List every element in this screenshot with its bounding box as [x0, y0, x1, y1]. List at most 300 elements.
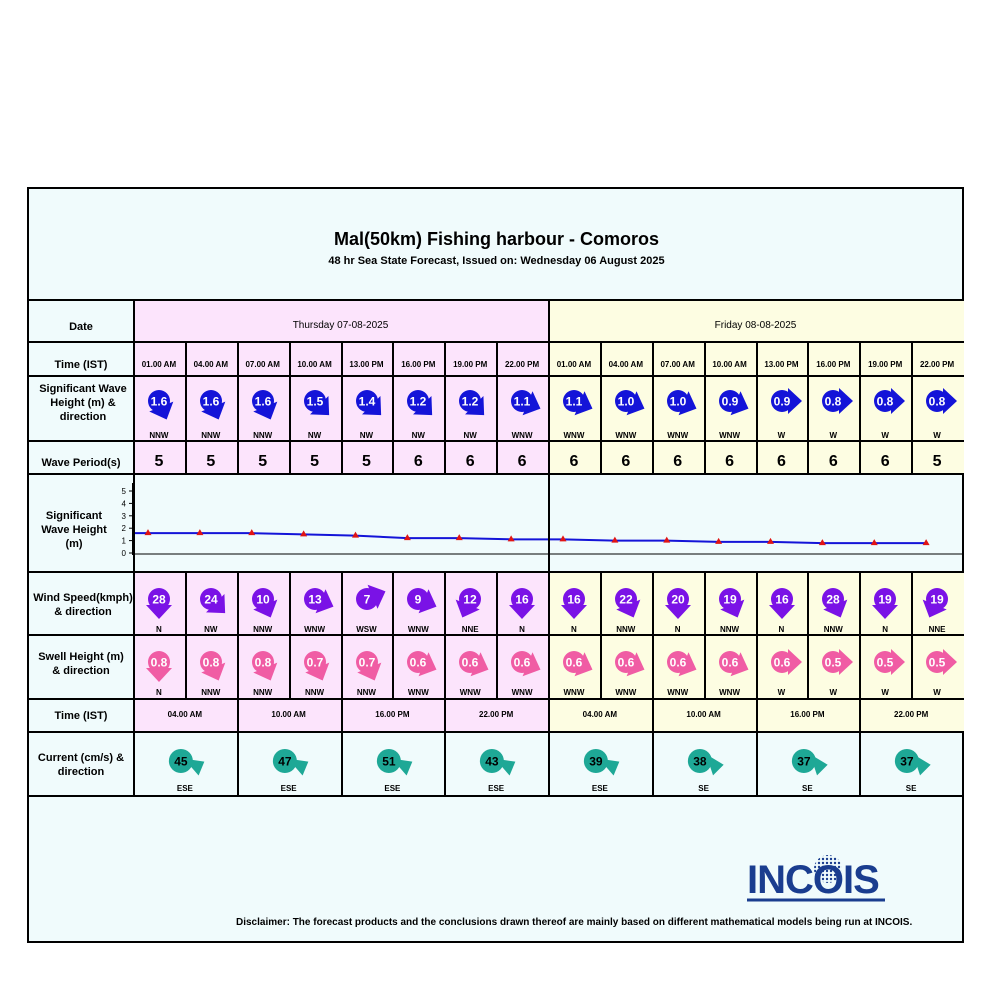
page-subtitle: 48 hr Sea State Forecast, Issued on: Wednesday 06 August 2025 [328, 255, 665, 267]
wave-badge [600, 377, 652, 421]
time-cell: 04.00 AM [608, 360, 643, 369]
col-divider-time-6 [444, 341, 446, 375]
current-value: 37 [796, 754, 811, 769]
wave-direction: NW [463, 431, 477, 440]
label-date: Date [69, 321, 93, 333]
swell-badge-value: 0.6 [773, 655, 790, 670]
col-divider-wind-15 [911, 571, 913, 634]
col-divider-swell-7 [496, 634, 498, 698]
label-period: Wave Period(s) [41, 457, 121, 469]
current-value: 39 [589, 754, 603, 769]
col-divider-wind-3 [289, 571, 291, 634]
wave-badge-value: 1.2 [410, 394, 427, 409]
col-divider-wind-13 [807, 571, 809, 634]
current-badge [756, 742, 860, 782]
wave-direction: WNW [615, 431, 637, 440]
time-cell: 22.00 PM [504, 360, 540, 369]
wave-period: 5 [310, 453, 320, 470]
wave-badge [807, 377, 859, 421]
wave-direction: NW [359, 431, 374, 440]
col-divider-period-10 [652, 440, 654, 473]
col-divider-time-9 [600, 341, 602, 375]
swell-direction: NNW [305, 688, 325, 697]
current-value: 38 [692, 754, 707, 769]
wave-badge-value: 1.1 [513, 394, 531, 409]
wave-badge [341, 377, 393, 421]
col-divider-wave-12 [756, 375, 758, 440]
wind-badge-value: 20 [671, 592, 685, 607]
current-badge [548, 742, 652, 782]
col-divider-time2-5 [652, 698, 654, 731]
col-divider-time-14 [859, 341, 861, 375]
wind-badge [807, 575, 859, 619]
wave-direction: W [933, 431, 941, 440]
col-divider-time-4 [341, 341, 343, 375]
col-divider-wind-7 [496, 571, 498, 634]
swell-badge [496, 638, 548, 682]
data-point-8 [560, 535, 567, 541]
y-tick-label: 5 [121, 487, 126, 496]
data-point-10 [663, 537, 670, 543]
col-divider-wave-11 [704, 375, 706, 440]
wave-badge-value: 0.8 [825, 394, 842, 409]
swell-badge-value: 0.5 [876, 655, 894, 670]
col-divider-wave-6 [444, 375, 446, 440]
wind-direction: NNW [720, 625, 740, 634]
col-divider-period-14 [859, 440, 861, 473]
current-time-cell: 04.00 AM [582, 710, 618, 719]
col-divider-wave-13 [807, 375, 809, 440]
col-divider-wave-1 [185, 375, 187, 440]
wave-badge [185, 377, 237, 421]
swell-direction: W [829, 688, 838, 697]
time-cell: 16.00 PM [401, 360, 436, 369]
current-badge [652, 742, 756, 782]
time-cell: 19.00 PM [868, 360, 903, 369]
label-swell: Swell Height (m) & direction [38, 651, 124, 677]
row-divider-8 [29, 731, 964, 733]
wind-badge-value: 13 [307, 592, 322, 607]
wind-badge-value: 12 [463, 592, 477, 607]
col-divider-swell-6 [444, 634, 446, 698]
swell-badge [756, 638, 808, 682]
wind-direction: N [571, 625, 577, 634]
col-divider-time2-6 [756, 698, 758, 731]
wind-direction: NNW [616, 625, 636, 634]
col-divider-wave-7 [496, 375, 498, 440]
y-tick-label: 3 [121, 511, 126, 521]
swell-badge [704, 638, 756, 682]
swell-badge [548, 638, 600, 682]
col-divider-time-11 [704, 341, 706, 375]
current-badge [341, 742, 445, 782]
col-divider-wind-5 [392, 571, 394, 634]
wave-badge [859, 377, 911, 421]
wind-badge [444, 575, 496, 619]
time-cell: 04.00 AM [193, 360, 228, 369]
wave-badge [496, 377, 548, 421]
col-divider-wave-5 [392, 375, 394, 440]
wave-period: 6 [880, 453, 890, 470]
col-divider-period-13 [807, 440, 809, 473]
col-divider-swell-9 [600, 634, 602, 698]
wind-direction: NNE [928, 625, 946, 634]
wave-badge-value: 1.5 [306, 394, 323, 409]
swell-badge-value: 0.8 [254, 655, 272, 670]
swell-badge [859, 638, 911, 682]
current-time-cell: 10.00 AM [271, 710, 306, 719]
current-direction: ESE [280, 784, 297, 793]
wave-period: 6 [569, 453, 579, 470]
col-divider-wind-10 [652, 571, 654, 634]
col-divider-time-15 [911, 341, 913, 375]
data-point-0 [145, 529, 152, 535]
time-cell: 13.00 PM [764, 360, 799, 369]
col-divider-swell-1 [185, 634, 187, 698]
wind-direction: NNW [253, 625, 273, 634]
current-time-cell: 22.00 PM [894, 710, 929, 719]
wind-badge-value: 19 [878, 592, 892, 607]
col-divider-wind-14 [859, 571, 861, 634]
label-chart: Significant Wave Height (m) [41, 510, 107, 550]
wave-period: 6 [413, 453, 423, 470]
wave-direction: NNW [149, 431, 169, 440]
wave-badge-value: 1.4 [358, 394, 375, 409]
col-divider-wave-14 [859, 375, 861, 440]
wind-direction: N [882, 625, 889, 634]
wave-direction: W [777, 431, 786, 440]
swell-badge-value: 0.6 [565, 655, 583, 670]
wave-direction: W [881, 431, 889, 440]
wave-badge-value: 1.1 [565, 394, 583, 409]
y-tick-label: 4 [121, 499, 126, 509]
day-header-1: Thursday 07-08-2025 [292, 320, 389, 331]
time-cell: 16.00 PM [816, 360, 851, 369]
col-divider-time2-3 [444, 698, 446, 731]
col-divider-period-1 [185, 440, 187, 473]
swell-badge [911, 638, 963, 682]
swell-badge-value: 0.6 [669, 655, 687, 670]
wave-badge-value: 0.8 [928, 394, 946, 409]
col-divider-wave-15 [911, 375, 913, 440]
col-divider-swell-10 [652, 634, 654, 698]
swell-badge [807, 638, 859, 682]
wind-badge [237, 575, 289, 619]
swell-direction: W [933, 688, 941, 697]
time-cell: 19.00 PM [453, 360, 488, 369]
current-direction: ESE [176, 784, 193, 793]
time-cell: 13.00 PM [349, 360, 384, 369]
col-divider-swell-11 [704, 634, 706, 698]
wave-period: 5 [361, 453, 371, 470]
col-divider-period-2 [237, 440, 239, 473]
wave-period: 5 [932, 453, 942, 470]
col-divider-wave-3 [289, 375, 291, 440]
wind-badge-value: 22 [619, 592, 633, 607]
col-divider-wave-9 [600, 375, 602, 440]
wave-period: 5 [258, 453, 268, 470]
col-divider-time2-7 [859, 698, 861, 731]
wave-height-chart [29, 473, 964, 571]
time-cell: 01.00 AM [556, 360, 592, 369]
wave-badge-value: 1.6 [254, 394, 272, 409]
col-divider-period-9 [600, 440, 602, 473]
swell-direction: NNW [356, 688, 376, 697]
col-divider-time2-2 [341, 698, 343, 731]
col-divider-wind-9 [600, 571, 602, 634]
current-time-cell: 22.00 PM [479, 710, 514, 719]
wave-period: 6 [725, 453, 735, 470]
swell-direction: WNW [563, 688, 585, 697]
col-divider-period-5 [392, 440, 394, 473]
col-divider-period-6 [444, 440, 446, 473]
wave-direction: WNW [719, 431, 740, 440]
row-divider-7 [29, 698, 964, 700]
wave-direction: WNW [563, 431, 585, 440]
wave-badge [756, 377, 808, 421]
wind-badge-value: 28 [826, 592, 841, 607]
col-divider-period-3 [289, 440, 291, 473]
col-divider-time-1 [185, 341, 187, 375]
current-time-cell: 10.00 AM [686, 710, 721, 719]
current-direction: ESE [488, 784, 505, 793]
swell-direction: WNW [615, 688, 637, 697]
label-time: Time (IST) [54, 359, 108, 371]
wind-badge-value: 16 [515, 592, 529, 607]
col-divider-time-13 [807, 341, 809, 375]
wave-period: 5 [206, 453, 216, 470]
time-cell: 10.00 AM [297, 360, 332, 369]
wave-badge [289, 377, 341, 421]
wind-badge-value: 28 [152, 592, 166, 607]
data-point-12 [767, 538, 774, 544]
wind-badge [133, 575, 185, 619]
label-wave: Significant Wave Height (m) & direction [39, 383, 127, 423]
col-divider-wave-10 [652, 375, 654, 440]
wave-badge [133, 377, 185, 421]
current-time-cell: 16.00 PM [790, 710, 825, 719]
current-direction: SE [698, 784, 709, 793]
wind-badge [185, 575, 237, 619]
wave-direction: W [829, 431, 838, 440]
swell-badge-value: 0.6 [617, 655, 635, 670]
current-value: 51 [381, 754, 396, 769]
swell-badge [600, 638, 652, 682]
col-divider-current-1 [237, 731, 239, 795]
col-divider-wind-1 [185, 571, 187, 634]
swell-badge [392, 638, 444, 682]
col-divider-swell-15 [911, 634, 913, 698]
col-divider-time-2 [237, 341, 239, 375]
wind-direction: NW [204, 625, 218, 634]
page-title: Mal(50km) Fishing harbour - Comoros [333, 229, 660, 249]
col-divider-current-6 [756, 731, 758, 795]
forecast-panel [27, 187, 964, 943]
wave-badge-value: 1.0 [669, 394, 687, 409]
current-time-cell: 16.00 PM [375, 710, 410, 719]
swell-badge [652, 638, 704, 682]
col-divider-time-5 [392, 341, 394, 375]
current-direction: ESE [591, 784, 608, 793]
wave-direction: NW [307, 431, 322, 440]
logo-text: INCOIS [747, 858, 879, 902]
col-divider-wave-4 [341, 375, 343, 440]
label-wind: Wind Speed(kmph) & direction [33, 592, 133, 618]
swell-badge-value: 0.6 [721, 655, 738, 670]
swell-direction: NNW [201, 688, 221, 697]
disclaimer: Disclaimer: The forecast products and the conclusions drawn thereof are mainly based on different mathematical models being run at INCOIS. [236, 917, 913, 928]
wind-badge [756, 575, 808, 619]
wind-badge-value: 24 [204, 592, 218, 607]
col-divider-period-11 [704, 440, 706, 473]
wave-badge [652, 377, 704, 421]
wave-badge [392, 377, 444, 421]
wave-direction: WNW [667, 431, 689, 440]
current-value: 45 [174, 754, 188, 769]
col-divider-current-5 [652, 731, 654, 795]
time-cell: 07.00 AM [245, 360, 280, 369]
col-divider-swell-13 [807, 634, 809, 698]
wave-badge-value: 1.6 [150, 394, 168, 409]
col-divider-current-2 [341, 731, 343, 795]
swell-badge-value: 0.5 [928, 655, 946, 670]
time-cell: 07.00 AM [660, 360, 695, 369]
swell-direction: WNW [719, 688, 740, 697]
col-divider-swell-14 [859, 634, 861, 698]
swell-direction: W [881, 688, 889, 697]
wind-direction: N [156, 625, 162, 634]
col-divider-period-15 [911, 440, 913, 473]
wave-direction: NNW [253, 431, 273, 440]
wave-period: 6 [828, 453, 838, 470]
wave-badge-value: 0.8 [876, 394, 894, 409]
row-divider-0 [29, 299, 964, 301]
current-badge [444, 742, 548, 782]
col-divider-current-7 [859, 731, 861, 795]
current-badge [133, 742, 237, 782]
col-divider-time-10 [652, 341, 654, 375]
swell-badge [237, 638, 289, 682]
current-direction: ESE [384, 784, 401, 793]
swell-direction: WNW [407, 688, 429, 697]
y-tick-label: 2 [121, 524, 126, 534]
col-divider-wind-12 [756, 571, 758, 634]
col-divider-period-7 [496, 440, 498, 473]
wave-badge-value: 1.2 [461, 394, 479, 409]
swell-badge [444, 638, 496, 682]
wind-direction: WNW [407, 625, 429, 634]
wind-badge-value: 10 [256, 592, 270, 607]
y-tick-label: 0 [121, 549, 126, 558]
col-divider-wind-4 [341, 571, 343, 634]
wind-direction: N [778, 625, 785, 634]
swell-badge-value: 0.8 [150, 655, 168, 670]
swell-badge-value: 0.7 [358, 655, 375, 670]
wave-badge-value: 1.0 [617, 394, 635, 409]
wave-badge-value: 0.9 [773, 394, 790, 409]
wind-badge [548, 575, 600, 619]
swell-badge-value: 0.5 [825, 655, 842, 670]
label-column-divider [133, 299, 135, 795]
wind-badge-value: 7 [363, 592, 370, 607]
wind-badge [704, 575, 756, 619]
wave-period: 6 [776, 453, 786, 470]
wave-badge-value: 1.6 [202, 394, 220, 409]
label-current: Current (cm/s) & direction [37, 752, 125, 778]
current-badge [237, 742, 341, 782]
swell-badge-value: 0.7 [306, 655, 323, 670]
swell-badge-value: 0.6 [513, 655, 531, 670]
wind-badge-value: 19 [930, 592, 944, 607]
wind-badge [911, 575, 963, 619]
wave-direction: NNW [201, 431, 221, 440]
wind-badge-value: 19 [722, 592, 737, 607]
col-divider-time-12 [756, 341, 758, 375]
wind-direction: WNW [304, 625, 325, 634]
col-divider-wind-11 [704, 571, 706, 634]
current-direction: SE [802, 784, 813, 793]
col-divider-time-3 [289, 341, 291, 375]
swell-direction: N [156, 688, 162, 697]
wind-direction: WSW [356, 625, 377, 634]
label-time-2: Time (IST) [54, 710, 108, 722]
wave-period: 6 [621, 453, 631, 470]
time-cell: 10.00 AM [712, 360, 747, 369]
wave-period: 5 [154, 453, 164, 470]
wave-direction: WNW [511, 431, 533, 440]
wind-direction: N [674, 625, 681, 634]
wind-badge-value: 16 [774, 592, 789, 607]
incois-logo [745, 849, 895, 909]
swell-badge [289, 638, 341, 682]
current-badge [859, 742, 963, 782]
wind-direction: NNW [823, 625, 843, 634]
data-point-2 [248, 529, 255, 535]
swell-badge-value: 0.6 [461, 655, 479, 670]
swell-badge [133, 638, 185, 682]
col-divider-wind-6 [444, 571, 446, 634]
current-direction: SE [905, 784, 917, 793]
swell-badge [341, 638, 393, 682]
swell-direction: NNW [253, 688, 273, 697]
time-cell: 01.00 AM [141, 360, 177, 369]
wave-direction: NW [411, 431, 425, 440]
wind-badge [600, 575, 652, 619]
wave-badge [237, 377, 289, 421]
col-divider-period-4 [341, 440, 343, 473]
wind-badge [392, 575, 444, 619]
row-divider-9 [29, 795, 964, 797]
wind-direction: NNE [461, 625, 479, 634]
col-divider-wind-2 [237, 571, 239, 634]
swell-direction: WNW [667, 688, 689, 697]
col-divider-swell-3 [289, 634, 291, 698]
time-cell: 22.00 PM [919, 360, 955, 369]
y-tick-label: 1 [121, 536, 126, 546]
wave-period: 6 [517, 453, 527, 470]
wind-badge-value: 9 [415, 592, 422, 607]
wave-period: 6 [673, 453, 683, 470]
current-value: 37 [900, 754, 914, 769]
current-value: 43 [485, 754, 499, 769]
wave-badge [444, 377, 496, 421]
wave-period: 6 [465, 453, 475, 470]
data-point-6 [456, 534, 463, 540]
day-header-2: Friday 08-08-2025 [714, 320, 797, 331]
current-time-cell: 04.00 AM [167, 710, 203, 719]
wind-badge [859, 575, 911, 619]
wind-direction: N [519, 625, 525, 634]
